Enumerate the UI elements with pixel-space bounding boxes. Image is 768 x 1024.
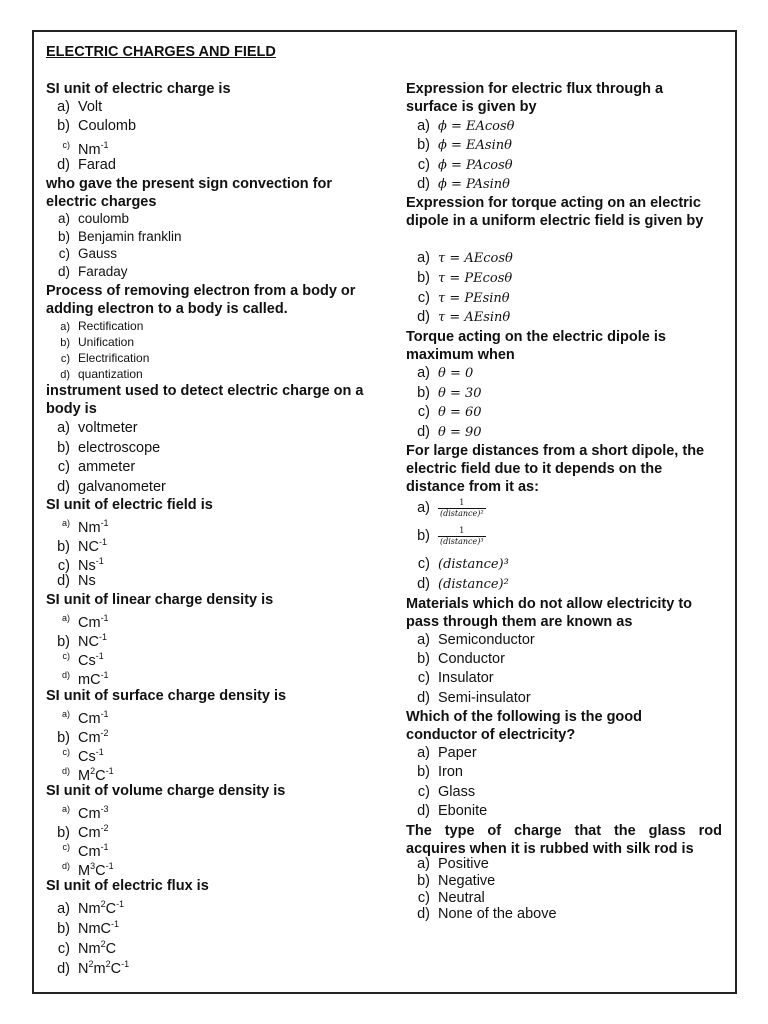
q14-option-b: b) Conductor (417, 651, 505, 667)
q6-option-c: c) $Cs^{-1}$ (62, 651, 104, 669)
question-14: Materials which do not allow electricity to pass through them are known as (406, 596, 693, 630)
q10-option-a: a) ϕ = EAcosθ (417, 118, 515, 134)
question-6: SI unit of linear charge density is (46, 592, 274, 608)
q16-option-d: d) None of the above (417, 906, 557, 922)
q12-option-c: c) θ = 60 (417, 404, 482, 420)
q10-option-c: c) ϕ = PAcosθ (417, 157, 513, 173)
q15-option-a: a) Paper (417, 745, 477, 761)
q15-option-c: c) Glass (417, 784, 476, 800)
q4-option-a: a) voltmeter (57, 420, 138, 436)
q1-option-d: d) Farad (57, 157, 116, 173)
q10-option-d: d) ϕ = PAsinθ (417, 176, 510, 192)
q16-option-a: a) Positive (417, 856, 489, 872)
q2-option-c: c) Gauss (58, 246, 118, 261)
q12-option-a: a) θ = 0 (417, 365, 474, 381)
q16-option-b: b) Negative (417, 873, 496, 889)
q12-option-d: d) θ = 90 (417, 424, 482, 440)
q1-option-a: a) Volt (57, 99, 103, 115)
q6-option-a: a) $Cm^{-1}$ (61, 613, 109, 631)
question-3: Process of removing electron from a body or adding electron to a body is called. (46, 283, 356, 317)
q14-option-d: d) Semi-insulator (417, 690, 531, 706)
q13-option-b: b) $\frac{1}{\text{(distance)³}}$ (417, 526, 484, 546)
q5-option-d: d) Ns (57, 573, 96, 589)
q8-option-d: d) $M^3C^{-1}$ (61, 861, 114, 879)
q13-option-d: d) (distance)² (417, 576, 509, 592)
q6-option-b: b) $NC^{-1}$ (57, 632, 107, 650)
question-1: SI unit of electric charge is (46, 81, 231, 97)
question-9: SI unit of electric flux is (46, 878, 209, 894)
q5-option-b: b) $NC^{-1}$ (57, 537, 107, 555)
q9-option-a: a) $Nm^2C^{-1}$ (57, 899, 125, 917)
q3-option-a: a) Rectification (60, 319, 144, 333)
q6-option-d: d) $mC^{-1}$ (61, 670, 109, 688)
q3-option-d: d) quantization (60, 367, 143, 381)
q9-option-d: d) $N^2m^2C^{-1}$ (57, 959, 130, 977)
q5-option-c: c) $Ns^{-1}$ (57, 556, 104, 574)
q7-option-b: b) $Cm^{-2}$ (57, 728, 109, 746)
q16-option-c: c) Neutral (417, 890, 485, 906)
q15-option-b: b) Iron (417, 764, 463, 780)
q12-option-b: b) θ = 30 (417, 385, 482, 401)
q4-option-c: c) ammeter (57, 459, 136, 475)
question-16: The type of charge that the glass rod acquires when it is rubbed with silk rod is (406, 823, 722, 857)
q9-option-c: c) Nm$^2$C (57, 939, 117, 957)
q11-option-b: b) τ = PEcosθ (417, 270, 513, 286)
question-5: SI unit of electric field is (46, 497, 213, 513)
q7-option-c: c) $Cs^{-1}$ (62, 747, 104, 765)
question-10: Expression for electric flux through a surface is given by (406, 81, 664, 115)
q2-option-a: a) coulomb (57, 211, 130, 226)
q13-option-a: a) $\frac{1}{\text{(distance)²}}$ (417, 498, 484, 518)
q3-option-b: b) Unification (60, 335, 135, 349)
q14-option-a: a) Semiconductor (417, 632, 535, 648)
q2-option-d: d) Faraday (57, 264, 128, 279)
q8-option-a: a) $Cm^{-3}$ (61, 804, 109, 822)
question-13: For large distances from a short dipole, the electric field due to it depends on the distance from it as: (406, 443, 705, 495)
q7-option-d: d) $M^2C^{-1}$ (61, 766, 114, 784)
fraction-b: $\frac{1}{\text{(distance)³}}$ (440, 526, 484, 546)
question-7: SI unit of surface charge density is (46, 688, 287, 704)
q7-option-a: a) $Cm^{-1}$ (61, 709, 109, 727)
fraction-a: $\frac{1}{\text{(distance)²}}$ (440, 498, 484, 518)
q14-option-c: c) Insulator (417, 670, 494, 686)
q8-option-b: b) $Cm^{-2}$ (57, 823, 109, 841)
q5-option-a: a) $Nm^{-1}$ (61, 518, 109, 536)
question-2: who gave the present sign convection for electric charges (46, 176, 333, 210)
q9-option-b: b) NmC$^{-1}$ (57, 919, 120, 937)
q11-option-a: a) τ = AEcosθ (417, 250, 513, 266)
q15-option-d: d) Ebonite (417, 803, 488, 819)
q4-option-b: b) electroscope (57, 440, 161, 456)
page-title: ELECTRIC CHARGES AND FIELD (46, 44, 276, 60)
question-12: Torque acting on the electric dipole is maximum when (406, 329, 666, 363)
q11-option-c: c) τ = PEsinθ (417, 290, 510, 306)
question-4: instrument used to detect electric charge on a body is (46, 383, 364, 417)
q1-option-c: c) $Nm^{-1}$ (62, 140, 109, 158)
q1-option-b: b) Coulomb (57, 118, 137, 134)
q2-option-b: b) Benjamin franklin (57, 229, 182, 244)
q8-option-c: c) $Cm^{-1}$ (62, 842, 109, 860)
q4-option-d: d) galvanometer (57, 479, 166, 495)
question-15: Which of the following is the good conductor of electricity? (406, 709, 642, 743)
question-8: SI unit of volume charge density is (46, 783, 286, 799)
question-11: Expression for torque acting on an electric dipole in a uniform electric field is given by (406, 195, 704, 229)
q11-option-d: d) τ = AEsinθ (417, 309, 511, 325)
q3-option-c: c) Electrification (60, 351, 150, 365)
q13-option-c: c) (distance)³ (417, 556, 509, 572)
q10-option-b: b) ϕ = EAsinθ (417, 137, 512, 153)
